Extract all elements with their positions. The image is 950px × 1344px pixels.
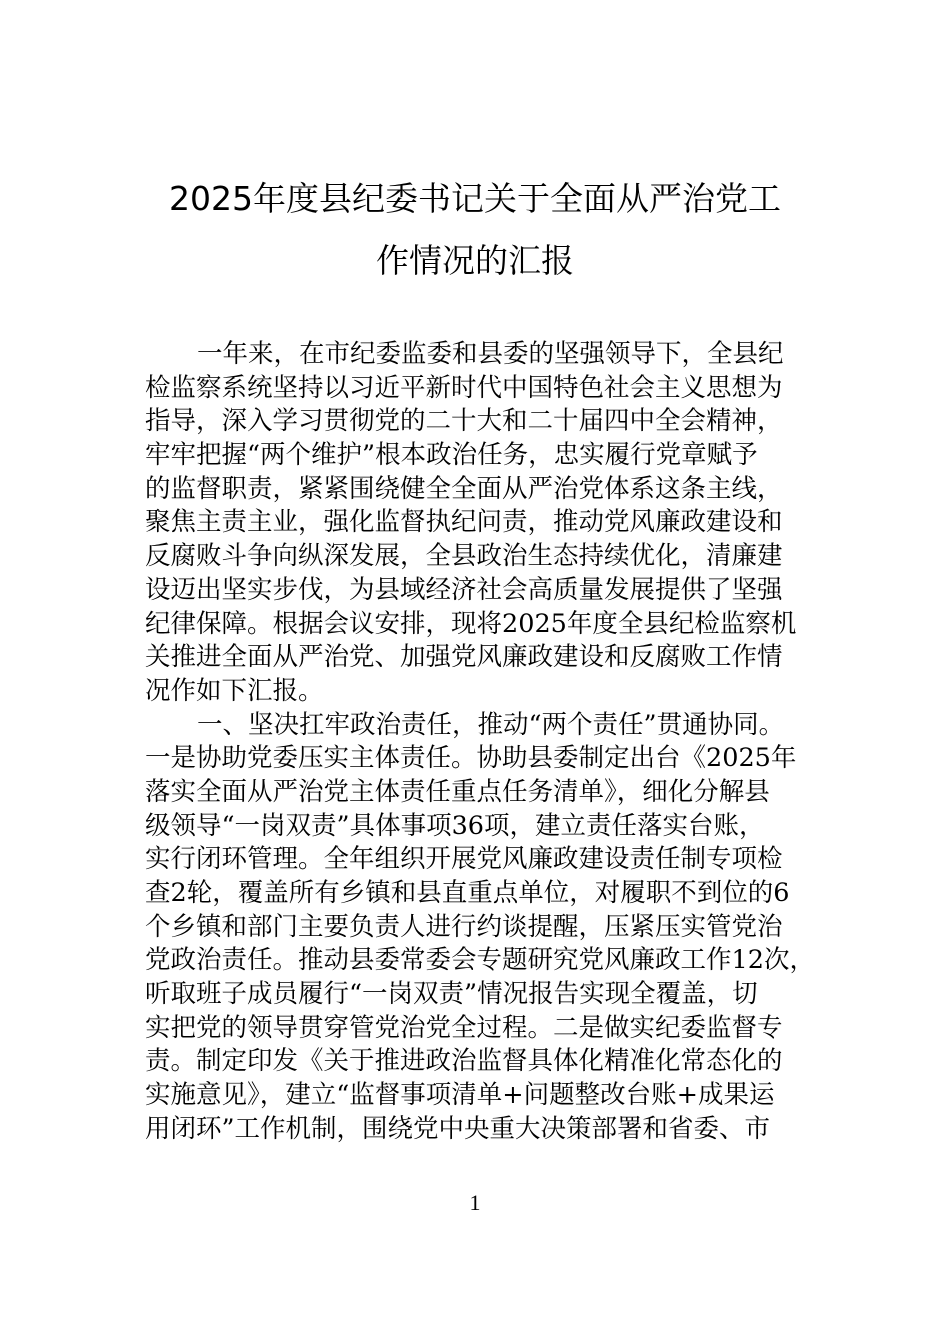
- paragraph-1-line: 指导，深入学习贯彻党的二十大和二十届四中全会精神，: [145, 406, 783, 437]
- paragraph-1-line: 牢牢把握“两个维护”根本政治任务，忠实履行党章赋予: [145, 440, 758, 471]
- paragraph-2-line: 一是协助党委压实主体责任。协助县委制定出台《2025年: [145, 743, 797, 774]
- paragraph-1-line: 反腐败斗争向纵深发展，全县政治生态持续优化，清廉建: [145, 541, 783, 572]
- section-heading-1: 一、坚决扛牢政治责任，推动“两个责任”贯通协同。: [197, 709, 785, 740]
- document-title: [100, 168, 850, 292]
- paragraph-2-line: 个乡镇和部门主要负责人进行约谈提醒，压紧压实管党治: [145, 911, 783, 942]
- paragraph-2-line: 级领导“一岗双责”具体事项36项，建立责任落实台账，: [145, 810, 765, 841]
- title-line-1: 2025年度县纪委书记关于全面从严治党工: [169, 179, 781, 218]
- paragraph-1-line: 聚焦主责主业，强化监督执纪问责，推动党风廉政建设和: [145, 507, 783, 538]
- paragraph-1-line: 况作如下汇报。: [145, 675, 324, 706]
- paragraph-2-line: 党政治责任。推动县委常委会专题研究党风廉政工作12次，: [145, 945, 815, 976]
- paragraph-2-line: 实把党的领导贯穿管党治党全过程。二是做实纪委监督专: [145, 1012, 783, 1043]
- paragraph-2-line: 查2轮，覆盖所有乡镇和县直重点单位，对履职不到位的6: [145, 878, 790, 908]
- paragraph-1-line: 关推进全面从严治党、加强党风廉政建设和反腐败工作情: [145, 642, 783, 673]
- paragraph-1-line: 设迈出坚实步伐，为县域经济社会高质量发展提供了坚强: [145, 574, 783, 605]
- title-line-2: 作情况的汇报: [376, 241, 574, 280]
- document-body: [145, 338, 835, 1147]
- paragraph-2-line: 听取班子成员履行“一岗双责”情况报告实现全覆盖，切: [145, 979, 758, 1010]
- paragraph-1-line: 检监察系统坚持以习近平新时代中国特色社会主义思想为: [145, 372, 783, 403]
- page-number: 1: [469, 1190, 481, 1215]
- paragraph-2-line: 落实全面从严治党主体责任重点任务清单》，细化分解县: [145, 776, 770, 807]
- paragraph-1-line: 一年来，在市纪委监委和县委的坚强领导下，全县纪: [197, 339, 784, 369]
- paragraph-2-line: 责。制定印发《关于推进政治监督具体化精准化常态化的: [145, 1046, 783, 1077]
- paragraph-2-line: 用闭环”工作机制，围绕党中央重大决策部署和省委、市: [145, 1113, 771, 1144]
- paragraph-2-line: 实行闭环管理。全年组织开展党风廉政建设责任制专项检: [145, 844, 783, 875]
- paragraph-1-line: 的监督职责，紧紧围绕健全全面从严治党体系这条主线，: [145, 473, 783, 504]
- paragraph-1-line: 纪律保障。根据会议安排，现将2025年度全县纪检监察机: [145, 608, 797, 639]
- paragraph-2-line: 实施意见》，建立“监督事项清单+问题整改台账+成果运: [145, 1080, 775, 1111]
